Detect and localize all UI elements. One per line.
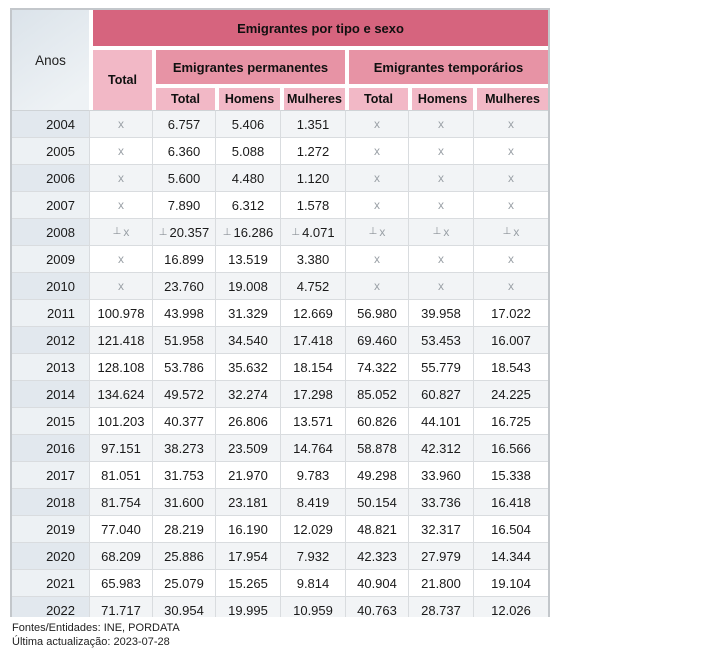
value-cell: 28.737 xyxy=(408,596,473,617)
value-cell: 40.377 xyxy=(152,407,215,434)
value-cell: x xyxy=(408,110,473,137)
value-cell: 26.806 xyxy=(215,407,280,434)
value-cell: 55.779 xyxy=(408,353,473,380)
value-cell: 56.980 xyxy=(345,299,408,326)
value-cell: 17.022 xyxy=(473,299,548,326)
value-cell: x xyxy=(89,245,152,272)
value-cell: 6.360 xyxy=(152,137,215,164)
value-cell: 48.821 xyxy=(345,515,408,542)
value-cell: 97.151 xyxy=(89,434,152,461)
value-cell: 6.312 xyxy=(215,191,280,218)
series-break-icon: ⊥ xyxy=(112,226,122,237)
value-cell: 8.419 xyxy=(280,488,345,515)
value-cell: 7.932 xyxy=(280,542,345,569)
column-header-permanentes-homens: Homens xyxy=(215,84,280,110)
value-cell: x xyxy=(89,272,152,299)
table-row xyxy=(12,596,548,617)
value-cell: x xyxy=(345,272,408,299)
value-cell: x xyxy=(345,137,408,164)
value-cell: 128.108 xyxy=(89,353,152,380)
value-cell: 60.827 xyxy=(408,380,473,407)
value-cell: 53.453 xyxy=(408,326,473,353)
value-cell: 17.298 xyxy=(280,380,345,407)
value-cell: 42.323 xyxy=(345,542,408,569)
series-break-icon: ⊥ xyxy=(432,226,442,237)
value-cell: 42.312 xyxy=(408,434,473,461)
table-row xyxy=(12,245,548,272)
value-cell: 9.783 xyxy=(280,461,345,488)
emigrants-table-container xyxy=(10,8,550,617)
value-cell: 9.814 xyxy=(280,569,345,596)
value-cell: ⊥ x xyxy=(89,218,152,245)
value-cell: 32.317 xyxy=(408,515,473,542)
value-cell: 3.380 xyxy=(280,245,345,272)
value-cell: 121.418 xyxy=(89,326,152,353)
value-cell: 5.600 xyxy=(152,164,215,191)
value-cell: 4.480 xyxy=(215,164,280,191)
table-row xyxy=(12,380,548,407)
value-cell: x xyxy=(473,110,548,137)
table-row xyxy=(12,110,548,137)
value-cell: x xyxy=(473,191,548,218)
value-cell: 7.890 xyxy=(152,191,215,218)
table-row xyxy=(12,542,548,569)
value-cell: 81.754 xyxy=(89,488,152,515)
value-cell: x xyxy=(345,164,408,191)
value-cell: 14.764 xyxy=(280,434,345,461)
value-cell: 28.219 xyxy=(152,515,215,542)
table-row xyxy=(12,299,548,326)
year-cell: 2012 xyxy=(12,326,89,353)
value-cell: 14.344 xyxy=(473,542,548,569)
value-cell: 40.763 xyxy=(345,596,408,617)
value-cell: 23.509 xyxy=(215,434,280,461)
year-cell: 2015 xyxy=(12,407,89,434)
value-cell: 31.329 xyxy=(215,299,280,326)
series-break-icon: ⊥ xyxy=(291,226,301,238)
value-cell: 17.954 xyxy=(215,542,280,569)
year-cell: 2008 xyxy=(12,218,89,245)
table-row xyxy=(12,569,548,596)
value-cell: ⊥ 16.286 xyxy=(215,218,280,245)
year-cell: 2020 xyxy=(12,542,89,569)
value-cell: 5.088 xyxy=(215,137,280,164)
value-cell: 43.998 xyxy=(152,299,215,326)
value-cell: 5.406 xyxy=(215,110,280,137)
value-cell: ⊥ x xyxy=(345,218,408,245)
value-cell: 77.040 xyxy=(89,515,152,542)
value-cell: 16.007 xyxy=(473,326,548,353)
value-cell: 23.760 xyxy=(152,272,215,299)
table-row xyxy=(12,191,548,218)
value-cell: 10.959 xyxy=(280,596,345,617)
value-cell: 12.026 xyxy=(473,596,548,617)
value-cell: x xyxy=(89,191,152,218)
series-break-icon: ⊥ xyxy=(158,226,168,238)
value-cell: x xyxy=(89,164,152,191)
table-row xyxy=(12,353,548,380)
value-cell: 53.786 xyxy=(152,353,215,380)
value-cell: x xyxy=(89,137,152,164)
table-title: Emigrantes por tipo e sexo xyxy=(89,10,548,46)
value-cell: 16.566 xyxy=(473,434,548,461)
value-cell: 101.203 xyxy=(89,407,152,434)
value-cell: 1.351 xyxy=(280,110,345,137)
value-cell: x xyxy=(408,272,473,299)
series-break-icon: ⊥ xyxy=(368,226,378,237)
year-cell: 2018 xyxy=(12,488,89,515)
value-cell: 32.274 xyxy=(215,380,280,407)
value-cell: 15.265 xyxy=(215,569,280,596)
value-cell: x xyxy=(345,245,408,272)
year-cell: 2010 xyxy=(12,272,89,299)
value-cell: 39.958 xyxy=(408,299,473,326)
value-cell: 44.101 xyxy=(408,407,473,434)
table-row xyxy=(12,164,548,191)
value-cell: 21.800 xyxy=(408,569,473,596)
value-cell: 17.418 xyxy=(280,326,345,353)
value-cell: x xyxy=(473,164,548,191)
value-cell: 19.995 xyxy=(215,596,280,617)
value-cell: 33.736 xyxy=(408,488,473,515)
value-cell: 60.826 xyxy=(345,407,408,434)
header-row-groups xyxy=(12,46,548,84)
value-cell: 81.051 xyxy=(89,461,152,488)
value-cell: 51.958 xyxy=(152,326,215,353)
year-cell: 2011 xyxy=(12,299,89,326)
value-cell: 19.008 xyxy=(215,272,280,299)
column-header-permanentes-total: Total xyxy=(152,84,215,110)
value-cell: 13.519 xyxy=(215,245,280,272)
value-cell: 16.418 xyxy=(473,488,548,515)
value-cell: x xyxy=(473,272,548,299)
value-cell: 71.717 xyxy=(89,596,152,617)
year-cell: 2013 xyxy=(12,353,89,380)
table-row xyxy=(12,488,548,515)
year-cell: 2009 xyxy=(12,245,89,272)
value-cell: 16.899 xyxy=(152,245,215,272)
year-cell: 2007 xyxy=(12,191,89,218)
value-cell: 65.983 xyxy=(89,569,152,596)
table-body xyxy=(12,110,548,617)
value-cell: x xyxy=(408,245,473,272)
value-cell: 33.960 xyxy=(408,461,473,488)
column-header-temporarios-homens: Homens xyxy=(408,84,473,110)
value-cell: 1.272 xyxy=(280,137,345,164)
value-cell: 19.104 xyxy=(473,569,548,596)
value-cell: x xyxy=(473,137,548,164)
value-cell: 25.886 xyxy=(152,542,215,569)
emigrants-by-type-sex-table xyxy=(12,10,548,617)
table-row xyxy=(12,326,548,353)
last-update-note: Última actualização: 2023-07-28 xyxy=(12,636,170,648)
value-cell: 4.752 xyxy=(280,272,345,299)
table-row xyxy=(12,434,548,461)
value-cell: 24.225 xyxy=(473,380,548,407)
year-cell: 2016 xyxy=(12,434,89,461)
column-header-permanentes-mulheres: Mulheres xyxy=(280,84,345,110)
year-cell: 2014 xyxy=(12,380,89,407)
sources-note: Fontes/Entidades: INE, PORDATA xyxy=(12,622,180,634)
table-row xyxy=(12,272,548,299)
series-break-icon: ⊥ xyxy=(502,226,512,237)
table-row xyxy=(12,407,548,434)
value-cell: ⊥ 4.071 xyxy=(280,218,345,245)
value-cell: ⊥ x xyxy=(473,218,548,245)
year-cell: 2005 xyxy=(12,137,89,164)
table-row xyxy=(12,218,548,245)
value-cell: 13.571 xyxy=(280,407,345,434)
value-cell: x xyxy=(473,245,548,272)
value-cell: 16.725 xyxy=(473,407,548,434)
value-cell: 74.322 xyxy=(345,353,408,380)
table-row xyxy=(12,461,548,488)
value-cell: 69.460 xyxy=(345,326,408,353)
value-cell: 31.753 xyxy=(152,461,215,488)
value-cell: 23.181 xyxy=(215,488,280,515)
value-cell: 18.154 xyxy=(280,353,345,380)
value-cell: 1.578 xyxy=(280,191,345,218)
value-cell: 49.298 xyxy=(345,461,408,488)
value-cell: 35.632 xyxy=(215,353,280,380)
table-header xyxy=(12,10,548,110)
value-cell: 38.273 xyxy=(152,434,215,461)
series-break-icon: ⊥ xyxy=(222,226,232,238)
value-cell: ⊥ 20.357 xyxy=(152,218,215,245)
header-row-title xyxy=(12,10,548,46)
value-cell: 40.904 xyxy=(345,569,408,596)
value-cell: x xyxy=(345,191,408,218)
value-cell: 58.878 xyxy=(345,434,408,461)
value-cell: 30.954 xyxy=(152,596,215,617)
year-cell: 2021 xyxy=(12,569,89,596)
value-cell: 25.079 xyxy=(152,569,215,596)
value-cell: 12.669 xyxy=(280,299,345,326)
value-cell: x xyxy=(408,191,473,218)
row-axis-header-anos: Anos xyxy=(12,10,89,110)
value-cell: x xyxy=(408,137,473,164)
value-cell: x xyxy=(345,110,408,137)
year-cell: 2022 xyxy=(12,596,89,617)
value-cell: 21.970 xyxy=(215,461,280,488)
value-cell: 134.624 xyxy=(89,380,152,407)
value-cell: 16.190 xyxy=(215,515,280,542)
value-cell: 1.120 xyxy=(280,164,345,191)
value-cell: 31.600 xyxy=(152,488,215,515)
year-cell: 2019 xyxy=(12,515,89,542)
table-row xyxy=(12,515,548,542)
column-group-permanentes: Emigrantes permanentes xyxy=(152,46,345,84)
value-cell: 6.757 xyxy=(152,110,215,137)
value-cell: x xyxy=(408,164,473,191)
value-cell: 100.978 xyxy=(89,299,152,326)
year-cell: 2017 xyxy=(12,461,89,488)
value-cell: ⊥ x xyxy=(408,218,473,245)
value-cell: 68.209 xyxy=(89,542,152,569)
value-cell: 18.543 xyxy=(473,353,548,380)
value-cell: 49.572 xyxy=(152,380,215,407)
value-cell: 85.052 xyxy=(345,380,408,407)
value-cell: 15.338 xyxy=(473,461,548,488)
column-header-total-overall: Total xyxy=(89,46,152,110)
value-cell: x xyxy=(89,110,152,137)
value-cell: 16.504 xyxy=(473,515,548,542)
table-footer xyxy=(12,621,180,649)
table-row xyxy=(12,137,548,164)
value-cell: 12.029 xyxy=(280,515,345,542)
value-cell: 50.154 xyxy=(345,488,408,515)
column-group-temporarios: Emigrantes temporários xyxy=(345,46,548,84)
year-cell: 2004 xyxy=(12,110,89,137)
value-cell: 34.540 xyxy=(215,326,280,353)
column-header-temporarios-mulheres: Mulheres xyxy=(473,84,548,110)
value-cell: 27.979 xyxy=(408,542,473,569)
column-header-temporarios-total: Total xyxy=(345,84,408,110)
year-cell: 2006 xyxy=(12,164,89,191)
